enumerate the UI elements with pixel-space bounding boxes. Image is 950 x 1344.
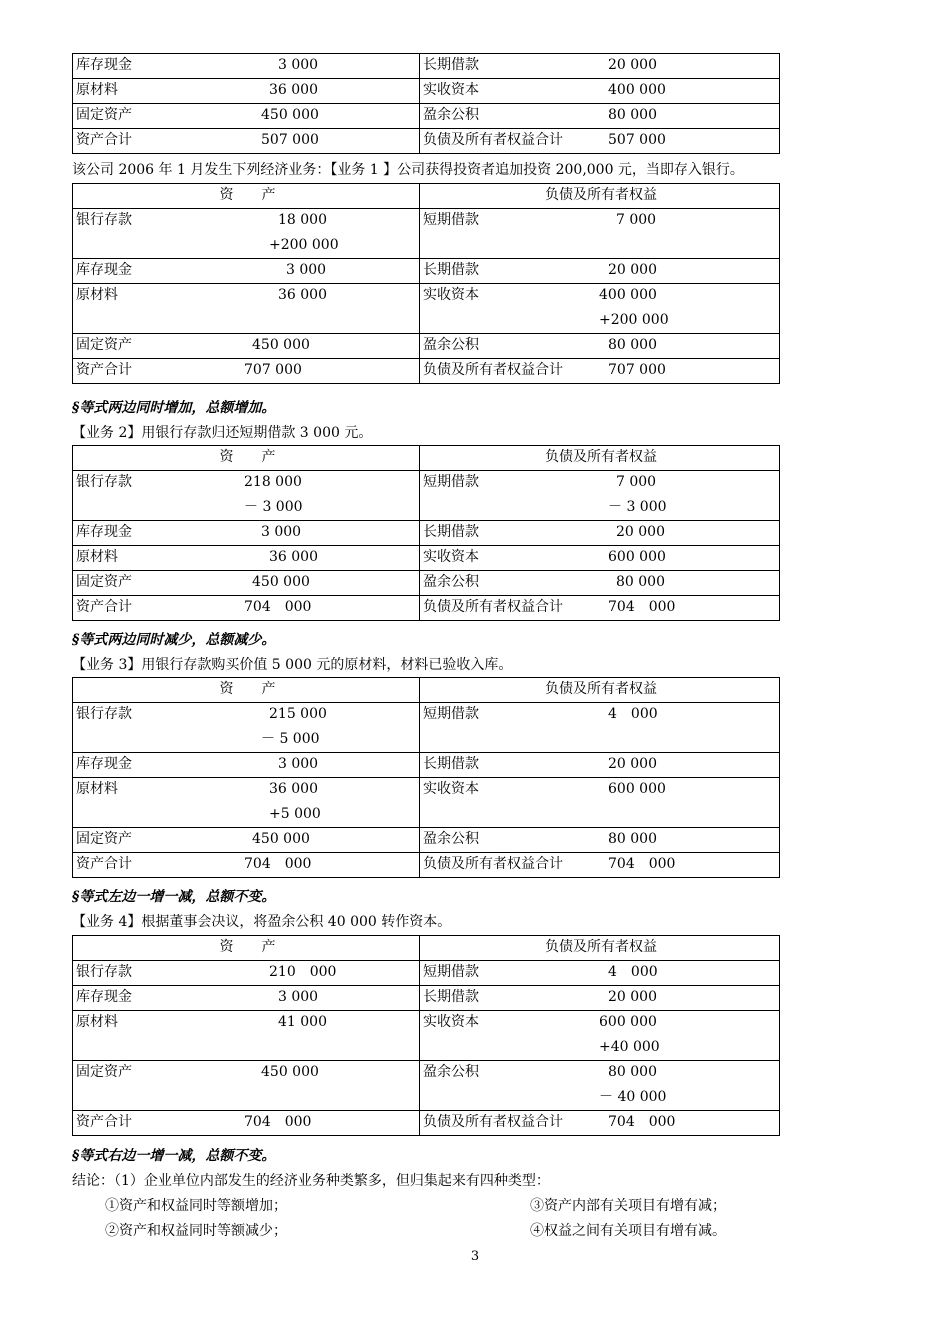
cell-value: 704 000 [244,856,312,872]
cell-label: 银行存款 [76,964,132,980]
cell-label: 银行存款 [76,706,132,722]
cell-change: － 3 000 [244,499,303,515]
cell-label: 银行存款 [76,212,132,228]
cell-label: 库存现金 [76,57,132,73]
cell-value: 20 000 [608,756,657,772]
cell-label: 实收资本 [423,287,479,303]
business-3-intro: 【业务 3】用银行存款购买价值 5 000 元的原材料，材料已验收入库。 [72,657,513,673]
cell-value: 704 000 [244,1114,312,1130]
cell-label: 库存现金 [76,756,132,772]
balance-table-business-4 [72,935,780,1136]
cell-label: 固定资产 [76,574,132,590]
cell-value: 3 000 [261,524,302,540]
cell-value: 704 000 [608,1114,676,1130]
cell-value: 600 000 [599,1014,657,1030]
cell-value: 80 000 [608,337,657,353]
cell-value: 707 000 [244,362,302,378]
cell-value: 210 000 [269,964,337,980]
cell-change: － 3 000 [608,499,667,515]
cell-value: 4 000 [608,964,658,980]
note-2: §等式两边同时减少，总额减少。 [72,632,276,648]
cell-value: 707 000 [608,362,666,378]
note-4: §等式右边一增一减，总额不变。 [72,1148,276,1164]
cell-label: 长期借款 [423,262,479,278]
balance-table-business-3 [72,677,780,878]
cell-value: 450 000 [252,574,310,590]
cell-label: 固定资产 [76,337,132,353]
cell-value: 704 000 [244,599,312,615]
cell-label: 短期借款 [423,706,479,722]
cell-label: 盈余公积 [423,574,479,590]
note-1: §等式两边同时增加，总额增加。 [72,400,276,416]
cell-label: 实收资本 [423,781,479,797]
cell-value: 41 000 [278,1014,327,1030]
cell-label: 资产合计 [76,1114,132,1130]
note-3: §等式左边一增一减，总额不变。 [72,889,276,905]
cell-label: 实收资本 [423,82,479,98]
business-4-intro: 【业务 4】根据董事会决议，将盈余公积 40 000 转作资本。 [72,914,452,930]
cell-value: 20 000 [616,524,665,540]
conclusion: 结论：（1）企业单位内部发生的经济业务种类繁多，但归集起来有四种类型： [72,1173,550,1189]
cell-value: 600 000 [608,781,666,797]
header-liabilities: 负债及所有者权益 [420,678,780,703]
cell-label: 库存现金 [76,989,132,1005]
cell-value: 36 000 [278,287,327,303]
cell-label: 原材料 [76,287,118,303]
cell-label: 实收资本 [423,549,479,565]
type-1: ①资产和权益同时等额增加； [105,1198,287,1214]
cell-value: 704 000 [608,856,676,872]
cell-value: 80 000 [616,574,665,590]
cell-label: 原材料 [76,781,118,797]
business-1-intro: 该公司 2006 年 1 月发生下列经济业务：【业务 1 】公司获得投资者追加投资 200,000 元，当即存入银行。 [72,162,744,178]
cell-change: － 5 000 [261,731,320,747]
cell-label: 负债及所有者权益合计 [423,132,563,148]
cell-label: 资产合计 [76,362,132,378]
cell-label: 原材料 [76,549,118,565]
cell-label: 短期借款 [423,964,479,980]
balance-table-opening [72,53,780,154]
cell-value: 36 000 [269,781,318,797]
cell-value: 7 000 [616,474,657,490]
cell-change: +5 000 [269,806,321,822]
header-assets: 资 产 [73,678,420,703]
cell-label: 长期借款 [423,989,479,1005]
page-number: 3 [470,1249,480,1264]
cell-change: － 40 000 [599,1089,667,1105]
cell-label: 负债及所有者权益合计 [423,362,563,378]
type-2: ②资产和权益同时等额减少； [105,1223,287,1239]
cell-label: 盈余公积 [423,107,479,123]
cell-label: 库存现金 [76,524,132,540]
header-liabilities: 负债及所有者权益 [420,936,780,961]
type-4: ④权益之间有关项目有增有减。 [530,1223,726,1239]
cell-label: 长期借款 [423,57,479,73]
header-assets: 资 产 [73,936,420,961]
cell-value: 400 000 [608,82,666,98]
header-assets: 资 产 [73,184,420,209]
cell-value: 80 000 [608,831,657,847]
cell-value: 20 000 [608,989,657,1005]
cell-label: 负债及所有者权益合计 [423,856,563,872]
cell-label: 长期借款 [423,524,479,540]
cell-value: 3 000 [278,756,319,772]
business-2-intro: 【业务 2】用银行存款归还短期借款 3 000 元。 [72,425,373,441]
cell-value: 600 000 [608,549,666,565]
cell-value: 7 000 [616,212,657,228]
cell-change: +200 000 [599,312,669,328]
cell-value: 36 000 [269,82,318,98]
cell-label: 实收资本 [423,1014,479,1030]
cell-value: 3 000 [278,989,319,1005]
type-3: ③资产内部有关项目有增有减； [530,1198,726,1214]
cell-value: 450 000 [252,337,310,353]
cell-value: 36 000 [269,549,318,565]
header-liabilities: 负债及所有者权益 [420,446,780,471]
cell-label: 负债及所有者权益合计 [423,1114,563,1130]
cell-value: 3 000 [278,57,319,73]
cell-value: 450 000 [261,107,319,123]
cell-label: 库存现金 [76,262,132,278]
cell-label: 固定资产 [76,107,132,123]
cell-value: 507 000 [261,132,319,148]
cell-label: 负债及所有者权益合计 [423,599,563,615]
cell-label: 资产合计 [76,856,132,872]
cell-value: 450 000 [252,831,310,847]
cell-label: 原材料 [76,1014,118,1030]
cell-value: 400 000 [599,287,657,303]
header-liabilities: 负债及所有者权益 [420,184,780,209]
cell-value: 450 000 [261,1064,319,1080]
cell-value: 215 000 [269,706,327,722]
cell-change: +200 000 [269,237,339,253]
cell-value: 20 000 [608,262,657,278]
cell-change: +40 000 [599,1039,660,1055]
cell-value: 507 000 [608,132,666,148]
balance-table-business-1 [72,183,780,384]
cell-value: 80 000 [608,1064,657,1080]
cell-value: 3 000 [286,262,327,278]
cell-label: 银行存款 [76,474,132,490]
header-assets: 资 产 [73,446,420,471]
cell-value: 18 000 [278,212,327,228]
cell-label: 盈余公积 [423,831,479,847]
cell-label: 盈余公积 [423,337,479,353]
cell-label: 原材料 [76,82,118,98]
cell-label: 资产合计 [76,132,132,148]
balance-table-business-2 [72,445,780,621]
cell-label: 短期借款 [423,474,479,490]
cell-label: 固定资产 [76,1064,132,1080]
cell-label: 固定资产 [76,831,132,847]
cell-value: 218 000 [244,474,302,490]
cell-value: 80 000 [608,107,657,123]
cell-value: 20 000 [608,57,657,73]
cell-label: 资产合计 [76,599,132,615]
cell-label: 短期借款 [423,212,479,228]
cell-value: 704 000 [608,599,676,615]
cell-label: 长期借款 [423,756,479,772]
cell-label: 盈余公积 [423,1064,479,1080]
cell-value: 4 000 [608,706,658,722]
